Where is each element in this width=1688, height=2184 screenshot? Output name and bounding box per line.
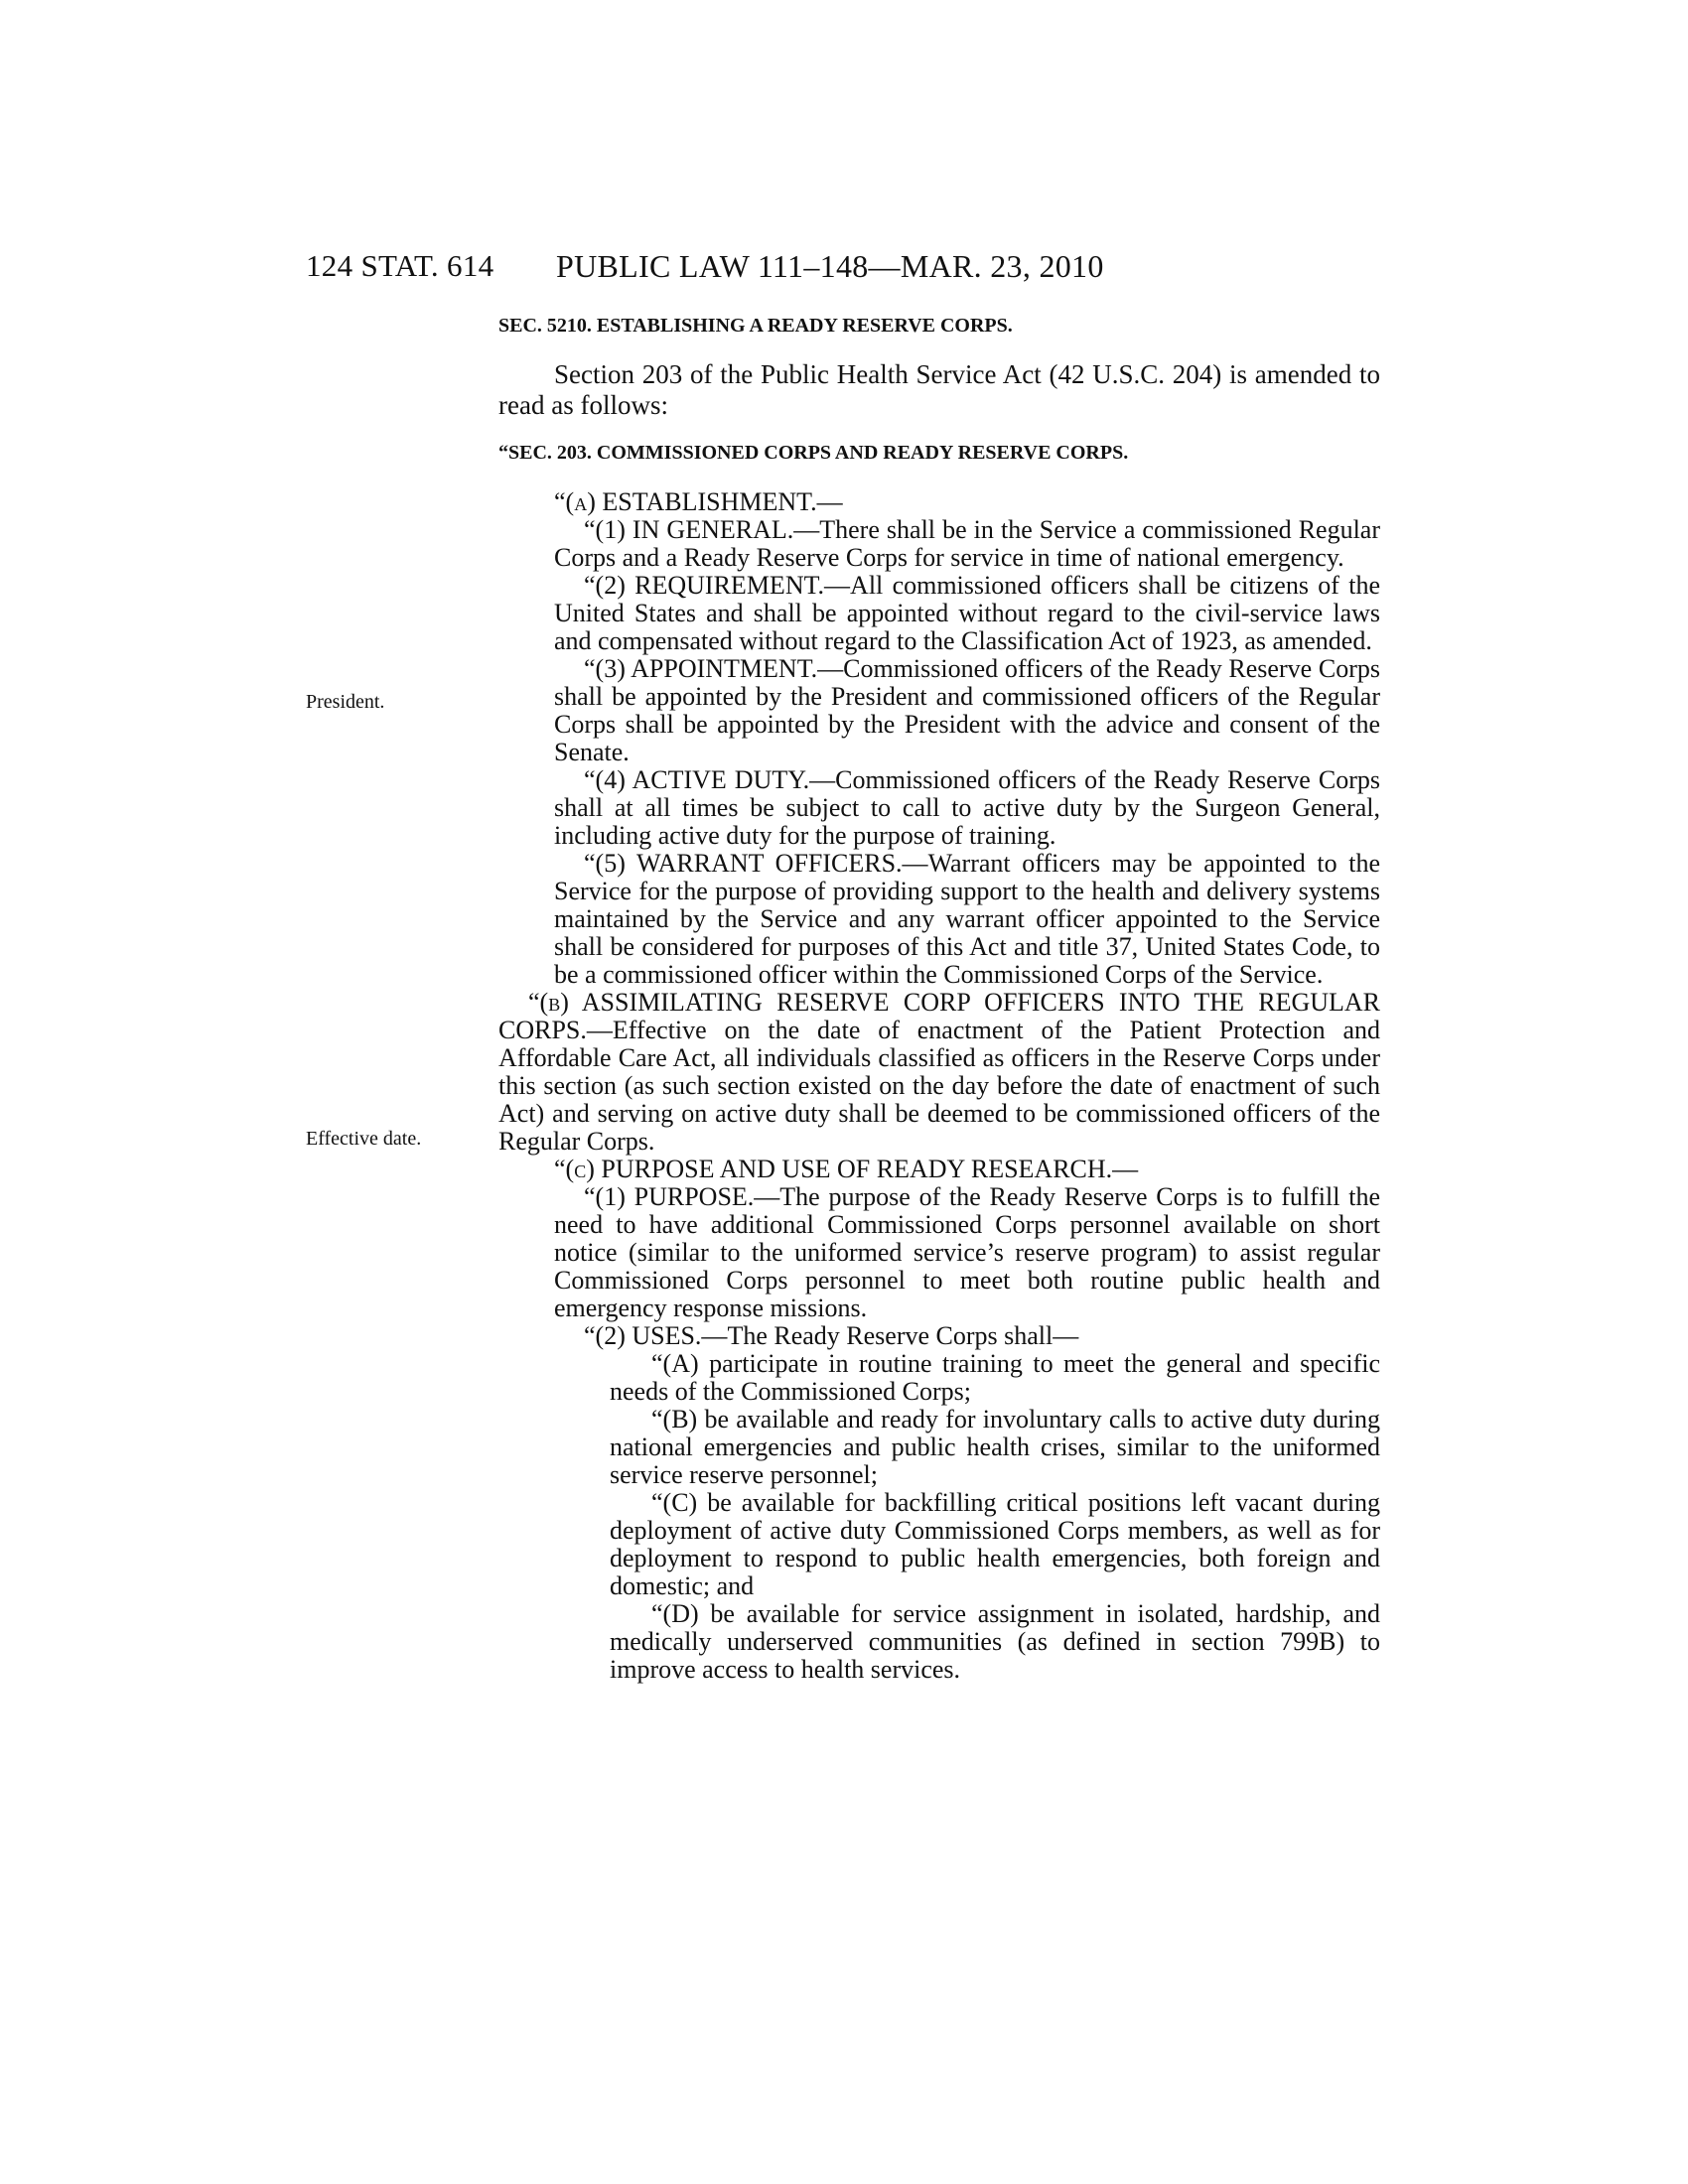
subsection-b xyxy=(498,989,1380,1156)
paragraph-a2-text: All commissioned officers shall be citizens of the United States and shall be appointed without regard to the civil-service laws and compensated without regard to the Classification Act of 1923, as amended. xyxy=(554,571,1380,655)
paragraph-c2-text: The Ready Reserve Corps shall— xyxy=(727,1321,1079,1350)
paragraph-a2 xyxy=(498,572,1380,655)
paragraph-c1-text: The purpose of the Ready Reserve Corps is to fulfill the need to have additional Commissioned Corps personnel available on short notice (similar to the uniformed service’s reserve program) to assist regular Commissioned Corps personnel to meet both routine public health and emergency response missions. xyxy=(554,1182,1381,1322)
section-intro: Section 203 of the Public Health Service Act (42 U.S.C. 204) is amended to read as follows: xyxy=(498,359,1380,420)
subsection-b-lead: “(b) ASSIMILATING RESERVE CORP OFFICERS INTO THE REGULAR CORPS.— xyxy=(498,988,1380,1044)
page-folio: 124 STAT. 614 xyxy=(306,248,494,283)
paragraph-a5 xyxy=(498,850,1380,989)
paragraph-a1-lead: “(1) IN GENERAL.— xyxy=(584,515,820,544)
paragraph-c1 xyxy=(498,1183,1380,1322)
paragraph-a4 xyxy=(498,766,1380,850)
paragraph-a5-text: Warrant officers may be appointed to the Service for the purpose of providing support to the health and delivery systems maintained by the Service and any warrant officer appointed to the Service shall be considered for purposes of this Act and title 37, United States Code, to be a commissioned officer within the Commissioned Corps of the Service. xyxy=(554,849,1380,989)
paragraph-a3-lead: “(3) APPOINTMENT.— xyxy=(584,654,844,683)
paragraph-a1 xyxy=(498,516,1380,572)
paragraph-a3 xyxy=(498,655,1380,766)
margin-note-effective-date: Effective date. xyxy=(306,1128,422,1150)
paragraph-a3-text: Commissioned officers of the Ready Reserve Corps shall be appointed by the President and commissioned officers of the Regular Corps shall be appointed by the President with the advice and consent of the Senate. xyxy=(554,654,1380,766)
margin-note-president: President. xyxy=(306,691,385,713)
paragraph-a4-text: Commissioned officers of the Ready Reserve Corps shall at all times be subject to call to active duty by the Surgeon General, including active duty for the purpose of training. xyxy=(554,765,1380,850)
paragraph-c1-lead: “(1) PURPOSE.— xyxy=(584,1182,780,1211)
paragraph-a4-lead: “(4) ACTIVE DUTY.— xyxy=(584,765,836,794)
paragraph-a2-lead: “(2) REQUIREMENT.— xyxy=(584,571,851,600)
subsection-a-label: “(a) ESTABLISHMENT.— xyxy=(554,487,843,516)
use-item-d: “(D) be available for service assignment in isolated, hardship, and medically underserved communities (as defined in section 799B) to improve access to health services. xyxy=(610,1599,1380,1684)
running-head: PUBLIC LAW 111–148—MAR. 23, 2010 xyxy=(556,248,1104,284)
subsection-c-label: “(c) PURPOSE AND USE OF READY RESEARCH.— xyxy=(554,1155,1139,1183)
paragraph-c2-lead: “(2) USES.— xyxy=(584,1321,728,1350)
paragraph-a5-lead: “(5) WARRANT OFFICERS.— xyxy=(584,849,928,878)
section-intro-block xyxy=(498,359,1380,421)
quoted-section-heading: “SEC. 203. COMMISSIONED CORPS AND READY RESERVE CORPS. xyxy=(498,442,1129,464)
use-item-b: “(B) be available and ready for involuntary calls to active duty during national emergencies and public health crises, similar to the uniformed service reserve personnel; xyxy=(610,1405,1380,1489)
paragraph-c2 xyxy=(498,1322,1380,1350)
paragraph-a1-text: There shall be in the Service a commissioned Regular Corps and a Ready Reserve Corps for service in time of national emergency. xyxy=(554,515,1380,572)
use-item-c: “(C) be available for backfilling critical positions left vacant during deployment of active duty Commissioned Corps members, as well as for deployment to respond to public health emergencies, both foreign and domestic; and xyxy=(610,1488,1380,1600)
body-text xyxy=(498,316,1380,1684)
use-item-a: “(A) participate in routine training to meet the general and specific needs of the Commissioned Corps; xyxy=(610,1349,1380,1406)
section-heading: SEC. 5210. ESTABLISHING A READY RESERVE CORPS. xyxy=(498,315,1013,337)
subsection-b-text: Effective on the date of enactment of the Patient Protection and Affordable Care Act, all individuals classified as officers in the Reserve Corps under this section (as such section existed on the day before the date of enactment of such Act) and serving on active duty shall be deemed to be commissioned officers of the Regular Corps. xyxy=(498,1016,1380,1156)
